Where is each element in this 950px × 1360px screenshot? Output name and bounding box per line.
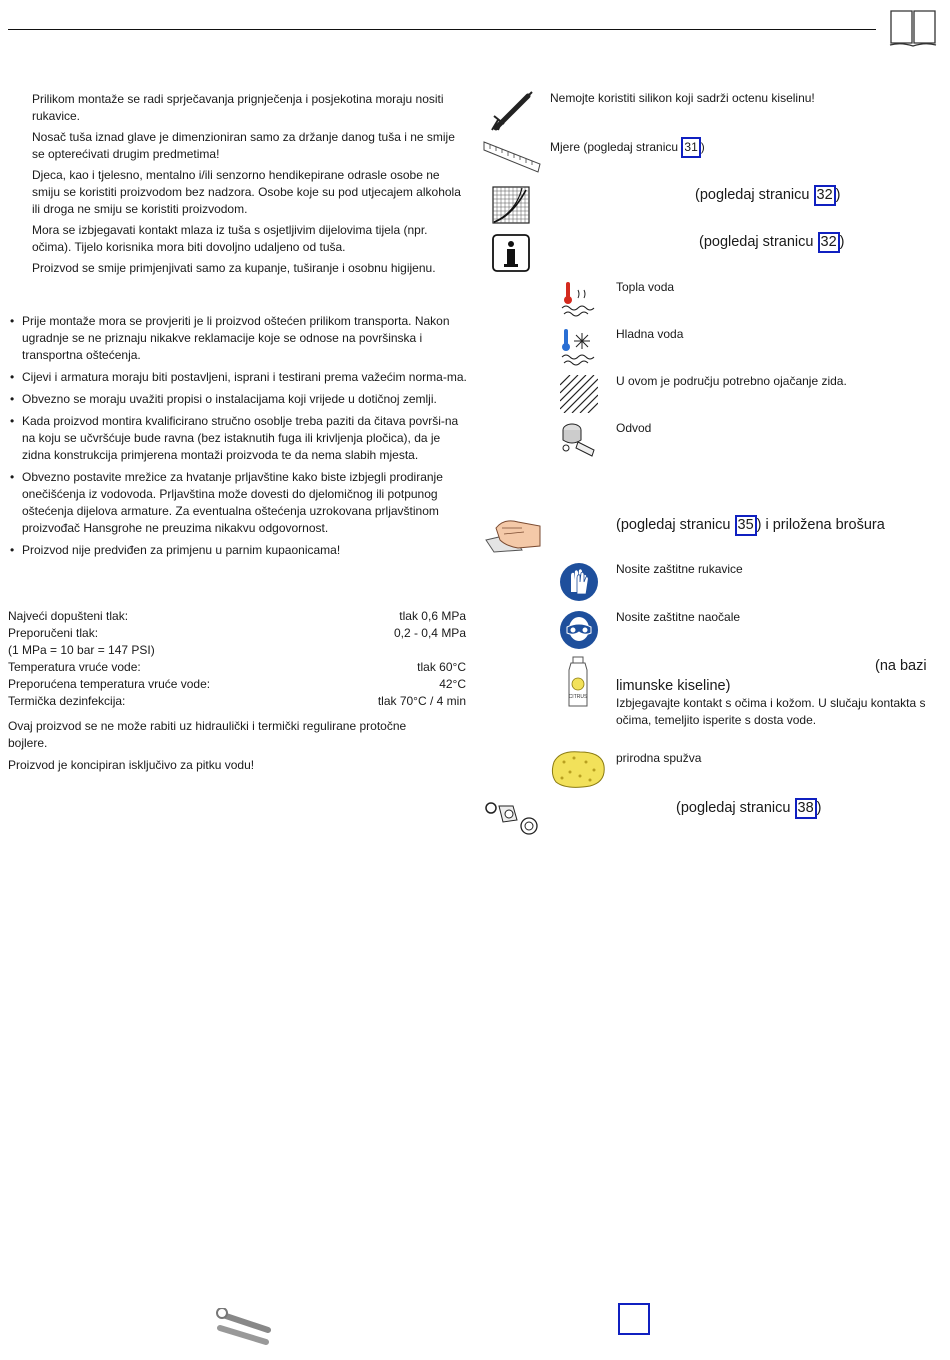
parts-close: ) — [816, 800, 822, 816]
spec-value: tlak 60°C — [417, 660, 466, 674]
list-item: • Kada proizvod montira kvalificirano stručno osoblje treba paziti da čitava površi-na na koju se učvršćuje bude ravna (bez istaknutih fuga ili krivljenja pločica), da je zidna konstrukcija primjerena montaži proizvoda te da nema slabih mjesta. — [8, 413, 468, 464]
header-rule — [8, 29, 876, 30]
info-text — [699, 232, 844, 253]
dimensions-close: ) — [700, 140, 705, 154]
cleaner-text-1: (na bazi — [875, 658, 927, 674]
silicone-warning: Nemojte koristiti silikon koji sadrži octenu kiselinu! — [550, 91, 815, 105]
specs-section — [8, 608, 466, 774]
safety-paragraph: Mora se izbjegavati kontakt mlaza iz tuša s osjetljivim dijelovima tijela (npr. očima). Tijelo korisnika mora biti dovoljno udaljeno od tuša. — [32, 223, 428, 254]
cold-water-icon — [558, 327, 598, 369]
hot-water-icon — [558, 280, 598, 320]
safety-paragraph: Prilikom montaže se radi sprječavanja prignječenja i posjekotina moraju nositi rukavice. — [32, 92, 444, 123]
spec-row — [8, 676, 466, 693]
spec-row — [8, 608, 466, 625]
silicone-gun-icon — [488, 90, 534, 132]
gloves-icon — [559, 562, 599, 602]
spec-row — [8, 642, 466, 659]
sponge-label: prirodna spužva — [616, 751, 702, 765]
cleaning-suffix: ) i priložena brošura — [756, 517, 885, 533]
dimensions-label: Mjere (pogledaj stranicu — [550, 140, 682, 154]
info-icon — [492, 234, 530, 272]
spec-row — [8, 659, 466, 676]
safety-paragraph: Djeca, kao i tjelesno, mentalno i/ili senzorno hendikepirane odrasle osobe ne smiju se koristiti proizvodom bez nadzora. Osobe koje su pod utjecajem alkohola ili droga ne smiju se koristiti proizvodom. — [32, 168, 461, 216]
sponge-icon — [550, 748, 606, 790]
info-close: ) — [839, 234, 845, 250]
gloves-label: Nosite zaštitne rukavice — [616, 562, 743, 576]
safety-paragraph: Nosač tuša iznad glave je dimenzioniran samo za držanje danog tuša i ne smije se opterećivati drugim predmetima! — [32, 130, 455, 161]
installation-section — [8, 313, 468, 564]
flow-label: (pogledaj stranicu — [695, 187, 814, 203]
ruler-icon — [482, 138, 542, 178]
safety-section — [32, 91, 462, 277]
spec-value: 42°C — [439, 677, 466, 691]
cleaning-label: (pogledaj stranicu — [616, 517, 735, 533]
flow-close: ) — [835, 187, 841, 203]
spec-note: Ovaj proizvod se ne može rabiti uz hidraulički i termički regulirane protočne bojlere. — [8, 719, 407, 750]
spec-row — [8, 693, 466, 710]
list-item: • Proizvod nije predviđen za primjenu u parnim kupaonicama! — [8, 542, 468, 559]
cleaning-hand-icon — [482, 512, 544, 554]
cleaner-text-2: limunske kiseline) — [616, 678, 731, 694]
page-link-31[interactable]: 31 — [681, 137, 700, 158]
cleaning-text — [616, 515, 885, 536]
citrus-bottle-label: CITRUS — [568, 694, 588, 700]
page-link-38[interactable]: 38 — [795, 798, 817, 819]
list-item: • Cijevi i armatura moraju biti postavljeni, isprani i testirani prema važećim norma-ma. — [8, 369, 468, 386]
spare-parts-icon — [483, 798, 543, 838]
drain-label: Odvod — [616, 421, 652, 435]
spec-label: (1 MPa = 10 bar = 147 PSI) — [8, 643, 155, 657]
list-item: • Obvezno se moraju uvažiti propisi o instalacijama koji vrijede u dotičnoj zemlji. — [8, 391, 468, 408]
page-number-box — [618, 1303, 650, 1335]
list-item: • Prije montaže mora se provjeriti je li proizvod oštećen prilikom transporta. Nakon ugradnje se ne priznaju nikakve reklamacije koje se odnose na površinska i transportna oštećenja. — [8, 313, 468, 364]
spec-label: Najveći dopušteni tlak: — [8, 609, 129, 623]
parts-text — [676, 798, 821, 819]
spec-label: Termička dezinfekcija: — [8, 694, 126, 708]
info-label: (pogledaj stranicu — [699, 234, 818, 250]
list-item: • Obvezno postavite mrežice za hvatanje prljavštine kako biste izbjegli prodiranje onečišćenja iz vodovoda. Prljavština može dovesti do djelomičnog ili potpunog oštećenja dijelova armature. Za eventualna oštećenja uzrokovana prljavštinom proizvođač Hansgrohe ne preuzima nikakvu odgovornost. — [8, 469, 468, 537]
page-link-35[interactable]: 35 — [735, 515, 757, 536]
spec-row — [8, 625, 466, 642]
drain-icon — [558, 420, 598, 460]
page-link-32b[interactable]: 32 — [818, 232, 840, 253]
citrus-bottle-icon — [565, 656, 591, 708]
cleaner-warning: Izbjegavajte kontakt s očima i kožom. U slučaju kontakta s očima, temeljito isperite s dosta vode. — [616, 696, 926, 727]
flow-graph-icon — [492, 186, 530, 224]
spec-value: 0,2 - 0,4 MPa — [393, 626, 466, 640]
spec-label: Preporučeni tlak: — [8, 626, 99, 640]
dimensions-text — [550, 137, 705, 158]
parts-label: (pogledaj stranicu — [676, 800, 795, 816]
spec-value: tlak 0,6 MPa — [399, 609, 466, 623]
spec-label: Temperatura vruće vode: — [8, 660, 141, 674]
cold-water-label: Hladna voda — [616, 327, 684, 341]
flow-text — [695, 185, 840, 206]
spec-value: tlak 70°C / 4 min — [377, 694, 466, 708]
spec-label: Preporućena temperatura vruće vode: — [8, 677, 211, 691]
wall-reinforce-label: U ovom je području potrebno ojačanje zida. — [616, 374, 847, 388]
hot-water-label: Topla voda — [616, 280, 675, 294]
safety-paragraph: Proizvod se smije primjenjivati samo za kupanje, tuširanje i osobnu higijenu. — [32, 261, 436, 275]
goggles-icon — [559, 610, 599, 650]
page-link-32[interactable]: 32 — [814, 185, 836, 206]
wrench-icon — [216, 1308, 274, 1348]
goggles-label: Nosite zaštitne naočale — [616, 610, 741, 624]
installation-list — [8, 313, 468, 559]
book-icon — [889, 8, 937, 48]
wall-hatch-icon — [560, 375, 598, 413]
spec-note: Proizvod je koncipiran isključivo za pitku vodu! — [8, 758, 255, 772]
